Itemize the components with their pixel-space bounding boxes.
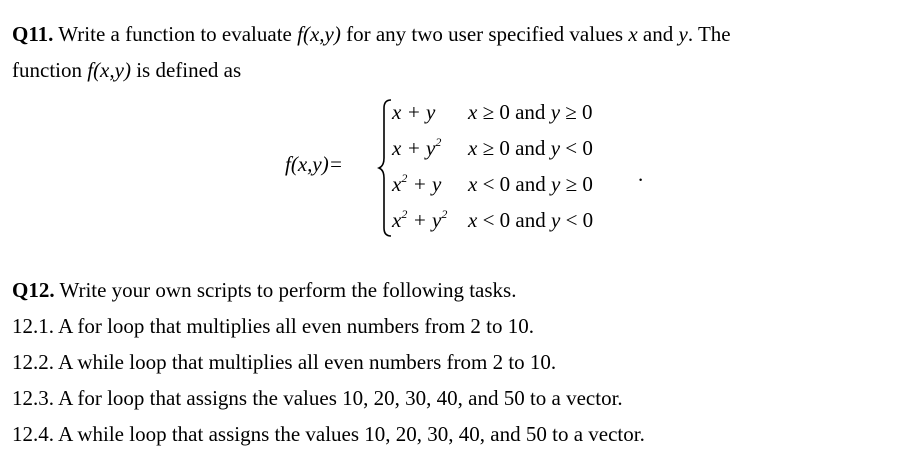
q12-line bbox=[12, 278, 516, 302]
piecewise-lhs: f(x,y)= bbox=[285, 152, 343, 176]
q12-item-4: 12.4. A while loop that assigns the values 10, 20, 30, 40, and 50 to a vector. bbox=[12, 422, 645, 446]
piecewise-period: . bbox=[638, 162, 644, 186]
case-3-cond: x < 0 and y ≥ 0 bbox=[468, 172, 593, 196]
q12-item-1: 12.1. A for loop that multiplies all even numbers from 2 to 10. bbox=[12, 314, 535, 338]
case-4-cond: x < 0 and y < 0 bbox=[468, 208, 594, 232]
case-row-2 bbox=[392, 136, 593, 161]
q12-intro: Write your own scripts to perform the following tasks. bbox=[54, 278, 517, 302]
q11-and: and bbox=[637, 22, 679, 46]
case-row-4 bbox=[392, 208, 593, 233]
q11-line-1 bbox=[12, 22, 731, 46]
case-3-expr: $x^2 + y$ bbox=[392, 171, 442, 196]
q11-var-x: x bbox=[628, 22, 638, 46]
q11-var-y: y bbox=[678, 22, 688, 46]
left-brace-icon bbox=[377, 98, 393, 238]
q11-text-b: for any two user specified values bbox=[340, 22, 629, 46]
q12-label: Q12. bbox=[12, 278, 55, 302]
case-1-expr: x + y bbox=[392, 100, 436, 124]
q11-text-a: Write a function to evaluate bbox=[53, 22, 298, 46]
case-row-3 bbox=[392, 172, 593, 197]
q11-function-symbol: f(x,y) bbox=[297, 22, 341, 46]
case-2-cond: x ≥ 0 and y < 0 bbox=[468, 136, 593, 160]
case-1-cond: x ≥ 0 and y ≥ 0 bbox=[468, 100, 593, 124]
q12-item-3: 12.3. A for loop that assigns the values 10, 20, 30, 40, and 50 to a vector. bbox=[12, 386, 623, 410]
q11-text-c: . The bbox=[687, 22, 731, 46]
q11-text-d: function bbox=[12, 58, 88, 82]
q12-item-2: 12.2. A while loop that multiplies all even numbers from 2 to 10. bbox=[12, 350, 557, 374]
q11-function-symbol-2: f(x,y) bbox=[87, 58, 131, 82]
case-row-1 bbox=[392, 100, 593, 125]
case-4-expr: $x^2 + y^2$ bbox=[392, 207, 448, 232]
q11-text-e: is defined as bbox=[130, 58, 242, 82]
q11-label: Q11. bbox=[12, 22, 54, 46]
q11-line-2 bbox=[12, 58, 241, 82]
case-2-expr: $x + y^2$ bbox=[392, 135, 442, 160]
